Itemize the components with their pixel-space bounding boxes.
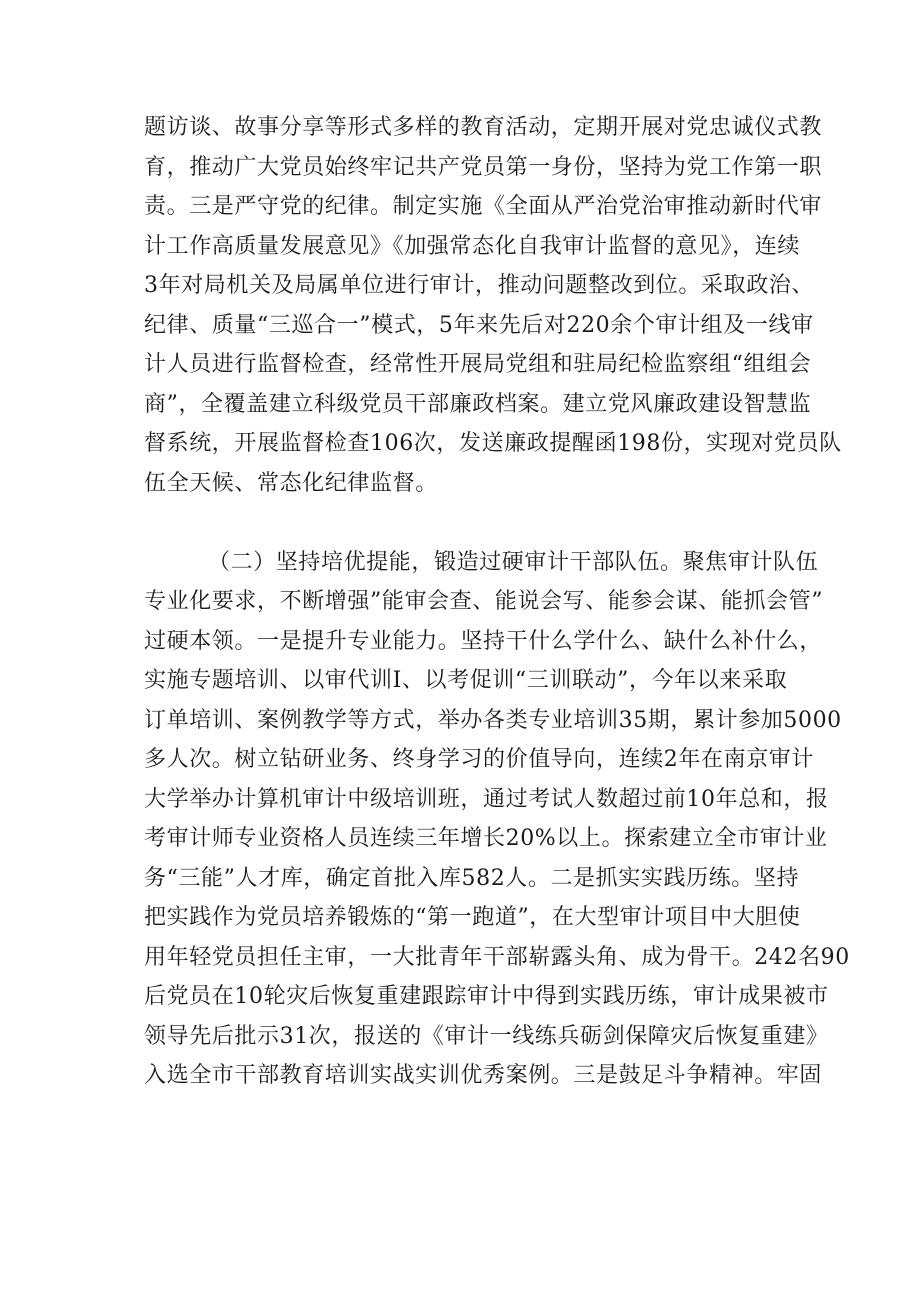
paragraph-discipline (144, 108, 842, 503)
text-line: 大学举办计算机审计中级培训班，通过考试人数超过前10年总和，报 (144, 786, 829, 812)
paragraph-gap (144, 503, 784, 543)
text-line: 实施专题培训、以审代训I、以考促训“三训联动”，今年以来采取 (144, 668, 788, 693)
paragraph-training (144, 543, 850, 1096)
text-line: 伍全天候、常态化纪律监督。 (144, 470, 438, 496)
text-line: 订单培训、案例教学等方式，举办各类专业培训35期，累计参加5000 (144, 707, 842, 733)
text-line: 务“三能”人才库，确定首批入库582人。二是抓实实践历练。坚持 (144, 865, 800, 891)
text-line: 把实践作为党员培养锻炼的“第一跑道”，在大型审计项目中大胆使 (144, 905, 801, 930)
document-body (144, 108, 850, 1096)
text-line: 题访谈、故事分享等形式多样的教育活动，定期开展对党忠诚仪式教 (144, 115, 823, 140)
text-line: 计工作高质量发展意见》《加强常态化自我审计监督的意见》，连续 (144, 233, 801, 259)
text-line: 多人次。树立钻研业务、终身学习的价值导向，连续2年在南京审计 (144, 747, 814, 772)
text-line: 过硬本领。一是提升专业能力。坚持干什么学什么、缺什么补什么， (144, 628, 823, 654)
text-line: 商”，全覆盖建立科级党员干部廉政档案。建立党风廉政建设智慧监 (144, 391, 812, 417)
text-line: 专业化要求，不断增强”能审会查、能说会写、能参会谋、能抓会管” (144, 589, 824, 614)
text-line: 用年轻党员担任主审，一大批青年干部崭露头角、成为骨干。242名90 (144, 944, 850, 970)
text-line: 领导先后批示31次，报送的《审计一线练兵砺剑保障灾后恢复重建》 (144, 1023, 829, 1049)
text-line: 后党员在10轮灾后恢复重建跟踪审计中得到实践历练，审计成果被市 (144, 984, 829, 1009)
text-line: 入选全市干部教育培训实战实训优秀案例。三是鼓足斗争精神。牢固 (144, 1063, 823, 1088)
text-line: 纪律、质量“三巡合一”模式，5年来先后对220余个审计组及一线审 (144, 312, 814, 338)
text-line: 计人员进行监督检查，经常性开展局党组和驻局纪检监察组“组组会 (144, 352, 812, 377)
text-line: 考审计师专业资格人员连续三年增长20%以上。探索建立全市审计业 (144, 826, 828, 851)
text-line: 责。三是严守党的纪律。制定实施《全面从严治党治审推动新时代审 (144, 194, 823, 219)
text-line: 督系统，开展监督检查106次，发送廉政提醒函198份，实现对党员队 (144, 431, 842, 456)
text-line: 3年对局机关及局属单位进行审计，推动问题整改到位。采取政治、 (144, 273, 814, 298)
text-line: （二）坚持培优提能，锻造过硬审计干部队伍。聚焦审计队伍 (208, 549, 819, 575)
text-line: 育，推动广大党员始终牢记共产党员第一身份，坚持为党工作第一职 (144, 154, 823, 180)
